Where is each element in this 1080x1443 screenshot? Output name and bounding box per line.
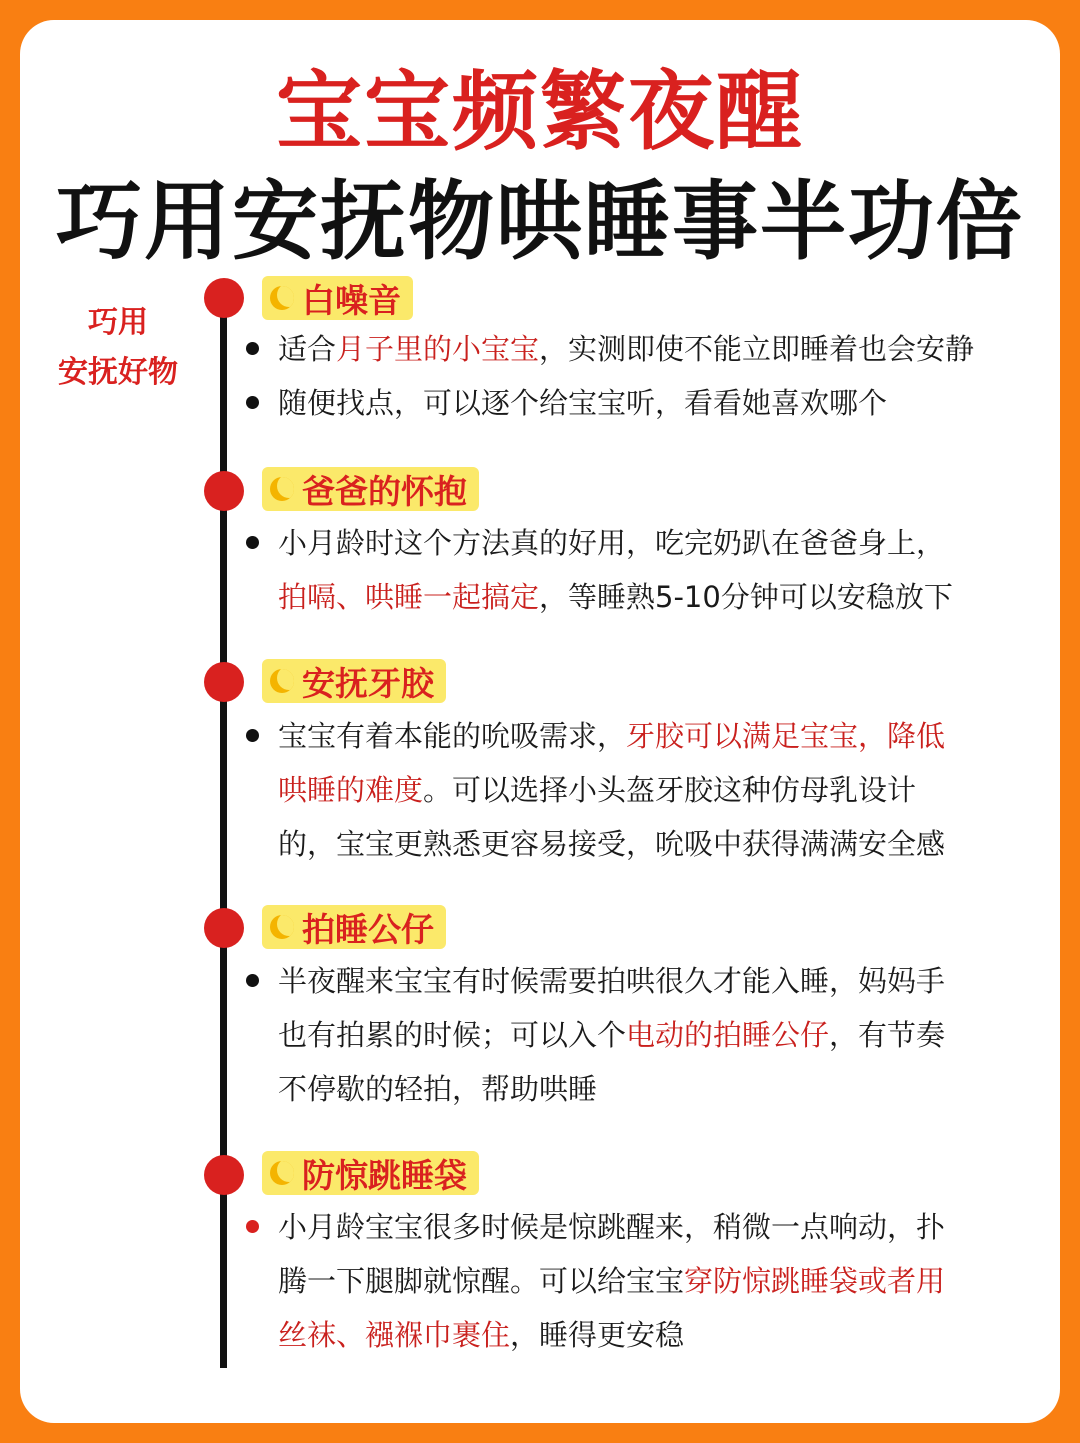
bullet-item — [278, 954, 1038, 1008]
section-body — [278, 1200, 1038, 1362]
body-text: 随便找点，可以逐个给宝宝听，看看她喜欢哪个 — [278, 386, 888, 420]
bullet-item — [278, 1200, 1038, 1254]
crescent-moon-icon — [270, 1161, 294, 1185]
timeline-dot — [204, 908, 244, 948]
body-text: 腾一下腿脚就惊醒。可以给宝宝 — [278, 1264, 685, 1298]
timeline-dot — [204, 471, 244, 511]
highlight-text: 牙胶可以满足宝宝，降低 — [626, 719, 946, 753]
bullet-dot-icon — [246, 729, 259, 742]
section-body — [278, 516, 1038, 624]
body-text: 不停歇的轻拍，帮助哄睡 — [278, 1072, 598, 1106]
section-heading-text: 拍睡公仔 — [302, 909, 434, 949]
highlight-text: 丝袜、襁褓巾裹住 — [278, 1318, 511, 1352]
highlight-text: 拍嗝、哄睡一起搞定 — [278, 580, 540, 614]
section-body — [278, 322, 1038, 430]
section-heading — [262, 659, 446, 703]
bullet-dot-icon — [246, 342, 259, 355]
bullet-dot-icon — [246, 396, 259, 409]
title-line-1: 宝宝频繁夜醒 — [276, 62, 804, 162]
section-heading-text: 安抚牙胶 — [302, 663, 434, 703]
bullet-item — [278, 516, 1038, 570]
crescent-moon-icon — [270, 477, 294, 501]
body-text: 的，宝宝更熟悉更容易接受，吮吸中获得满满安全感 — [278, 827, 946, 861]
side-label — [50, 298, 186, 398]
body-text: ，实测即使不能立即睡着也会安静 — [539, 332, 975, 366]
section-body — [278, 954, 1038, 1116]
bullet-item — [278, 709, 1038, 763]
section-heading — [262, 1151, 479, 1195]
body-text: ，睡得更安稳 — [510, 1318, 685, 1352]
crescent-moon-icon — [270, 669, 294, 693]
bullet-continuation — [278, 763, 1038, 817]
bullet-dot-icon — [246, 974, 259, 987]
bullet-continuation — [278, 570, 1038, 624]
body-text: ，有节奏 — [829, 1018, 946, 1052]
body-text: 宝宝有着本能的吮吸需求， — [278, 719, 627, 753]
section-body — [278, 709, 1038, 871]
crescent-moon-icon — [270, 286, 294, 310]
bullet-continuation — [278, 1062, 1038, 1116]
body-text: 。可以选择小头盔牙胶这种仿母乳设计 — [423, 773, 917, 807]
section-heading — [262, 905, 446, 949]
content-card — [20, 20, 1060, 1423]
side-label-line-2: 安抚好物 — [58, 355, 178, 390]
bullet-continuation — [278, 817, 1038, 871]
bullet-continuation — [278, 1254, 1038, 1308]
body-text: 小月龄时这个方法真的好用，吃完奶趴在爸爸身上， — [278, 526, 946, 560]
highlight-text: 哄睡的难度 — [278, 773, 424, 807]
crescent-moon-icon — [270, 915, 294, 939]
timeline-dot — [204, 278, 244, 318]
highlight-text: 月子里的小宝宝 — [336, 332, 540, 366]
bullet-dot-icon — [246, 536, 259, 549]
section-heading — [262, 276, 413, 320]
section-heading-text: 防惊跳睡袋 — [302, 1155, 467, 1195]
section-heading-text: 白噪音 — [302, 280, 401, 320]
bullet-item — [278, 322, 1038, 376]
body-text: 小月龄宝宝很多时候是惊跳醒来，稍微一点响动，扑 — [278, 1210, 946, 1244]
highlight-text: 穿防惊跳睡袋或者用 — [684, 1264, 946, 1298]
bullet-continuation — [278, 1308, 1038, 1362]
highlight-text: 电动的拍睡公仔 — [626, 1018, 830, 1052]
timeline-dot — [204, 1155, 244, 1195]
bullet-continuation — [278, 1008, 1038, 1062]
bullet-item — [278, 376, 1038, 430]
section-heading — [262, 467, 479, 511]
body-text: 半夜醒来宝宝有时候需要拍哄很久才能入睡，妈妈手 — [278, 964, 946, 998]
side-label-line-1: 巧用 — [88, 305, 148, 340]
section-heading-text: 爸爸的怀抱 — [302, 471, 467, 511]
body-text: 适合 — [278, 332, 337, 366]
timeline-dot — [204, 662, 244, 702]
bullet-dot-icon — [246, 1220, 259, 1233]
body-text: 也有拍累的时候；可以入个 — [278, 1018, 627, 1052]
body-text: ，等睡熟5-10分钟可以安稳放下 — [539, 580, 953, 614]
title-line-2: 巧用安抚物哄睡事半功倍 — [56, 172, 1024, 272]
